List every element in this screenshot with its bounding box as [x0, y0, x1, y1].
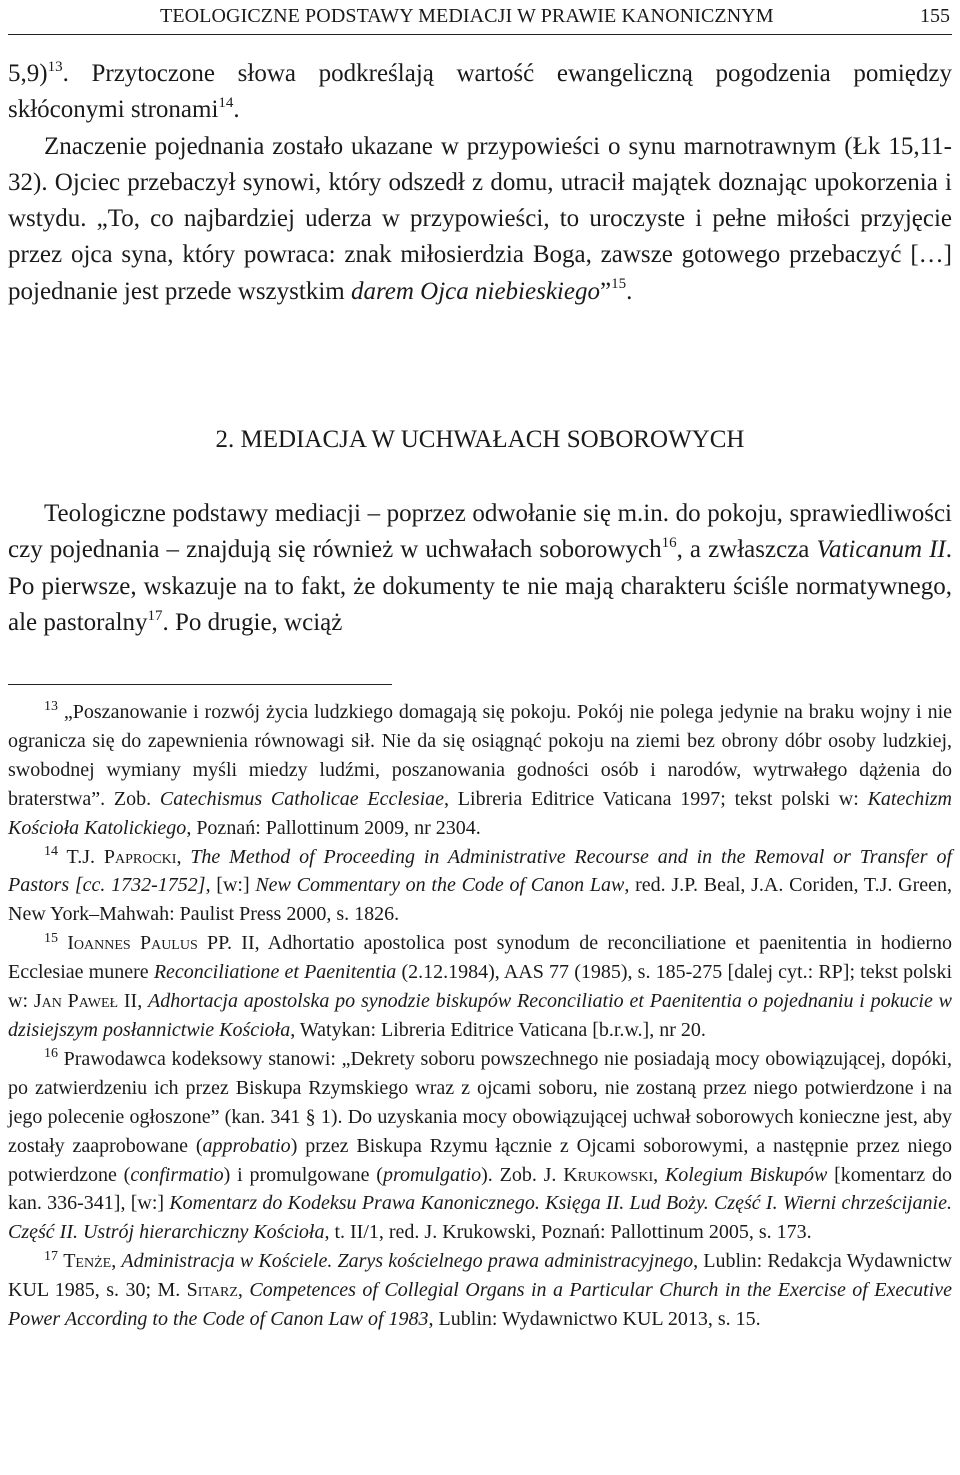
footnote-number: 17 [44, 1248, 58, 1264]
footnote-16: $^{16}$ Prawodawca kodeksowy stanowi: „Dekrety soboru powszechnego nie posiadają mocy obowiązującej, dopóki, po zatwierdzeniu ich przez Biskupa Rzymskiego wraz z ojcami soboru, nie zostaną przez niego potwierdzone i na jego polecenie ogłoszone” (kan. 341 § 1). Do uzyskania mocy obowiązującej uchwał soborowych konieczne jest, aby zostały zaaprobowane (approbatio) przez Biskupa Rzymu łącznie z Ojcami soborowymi, a następnie przez niego potwierdzone (confirmatio) i promulgowane (promulgatio). Zob. J. Krukowski, Kolegium Biskupów [komentarz do kan. 336-341], [w:] Komentarz do Kodeksu Prawa Kanonicznego. Księga II. Lud Boży. Część I. Wierni chrześcijanie. Część II. Ustrój hierarchiczny Kościoła, t. II/1, red. J. Krukowski, Poznań: Pallottinum 2005, s. 173. [8, 1046, 952, 1244]
footnote-13: $^{13}$ „Poszanowanie i rozwój życia ludzkiego domagają się pokoju. Pokój nie polega jedynie na braku wojny i nie ogranicza się do zapewnienia równowagi sił. Nie da się osiągnąć pokoju na ziemi bez obrony dóbr osoby ludzkiej, swobodnej wymiany myśli miedzy ludźmi, poszanowania godności osób i narodów, wytrwałego dążenia do braterstwa”. Zob. Catechismus Catholicae Ecclesiae, Libreria Editrice Vaticana 1997; tekst polski w: Katechizm Kościoła Katolickiego, Poznań: Pallottinum 2009, nr 2304. [8, 699, 952, 839]
footnotes [8, 698, 952, 1334]
running-header [8, 2, 952, 35]
body-text-section-2 [8, 496, 952, 642]
footnote-ref-14[interactable]: 14 [218, 94, 234, 111]
footnote-14: $^{14}$ T.J. Paprocki, The Method of Proceeding in Administrative Recourse and in the Removal or Transfer of Pastors [cc. 1732-1752], [w:] New Commentary on the Code of Canon Law, red. J.P. Beal, J.A. Coriden, T.J. Green, New York–Mahwah: Paulist Press 2000, s. 1826. [8, 843, 953, 926]
footnote-15: $^{15}$ Ioannes Paulus PP. II, Adhortatio apostolica post synodum de reconciliatione et paenitentia in hodierno Ecclesiae munere Reconciliatione et Paenitentia (2.12.1984), AAS 77 (1985), s. 185-275 [dalej cyt.: RP]; tekst polski w: Jan Paweł II, Adhortacja apostolska po synodzie biskupów Reconciliatio et Paenitentia o pojednaniu i pokucie w dzisiejszym posłannictwie Kościoła, Watykan: Libreria Editrice Vaticana [b.r.w.], nr 20. [8, 930, 953, 1041]
body-text [8, 56, 952, 310]
footnote-number: 16 [44, 1046, 58, 1062]
footnote-ref-15[interactable]: 15 [611, 276, 627, 293]
page-number: 155 [920, 5, 950, 27]
footnote-number: 13 [44, 699, 58, 715]
footnote-17: $^{17}$ Tenże, Administracja w Kościele. Zarys kościelnego prawa administracyjnego, Lublin: Redakcja Wydawnictw KUL 1985, s. 30; M. Sitarz, Competences of Collegial Organs in a Particular Church in the Exercise of Executive Power According to the Code of Canon Law of 1983, Lublin: Wydawnictwo KUL 2013, s. 15. [8, 1248, 953, 1331]
footnote-ref-17[interactable]: 17 [147, 607, 163, 624]
section-heading: 2. MEDIACJA W UCHWAŁACH SOBOROWYCH [215, 426, 745, 453]
footnote-number: 15 [44, 930, 58, 946]
paragraph-continuation: 5,9)$^{13}$. Przytoczone słowa podkreślają wartość ewangeliczną pogodzenia pomiędzy skłóconymi stronami$^{14}$. [8, 58, 952, 124]
running-title: TEOLOGICZNE PODSTAWY MEDIACJI W PRAWIE KANONICZNYM [160, 5, 774, 27]
paragraph-council-resolutions: Teologiczne podstawy mediacji – poprzez odwołanie się m.in. do pokoju, sprawiedliwości czy pojednania – znajdują się również w uchwałach soborowych$^{16}$, a zwłaszcza Vaticanum II. Po pierwsze, wskazuje na to fakt, że dokumenty te nie mają charakteru ściśle normatywnego, ale pastoralny$^{17}$. Po drugie, wciąż [8, 500, 952, 637]
footnote-separator [8, 684, 392, 685]
footnote-ref-13[interactable]: 13 [47, 58, 63, 75]
paragraph-prodigal-son: Znaczenie pojednania zostało ukazane w przypowieści o synu marnotrawnym (Łk 15,11-32). Ojciec przebaczył synowi, który odszedł z domu, utracił majątek doznając upokorzenia i wstydu. „To, co najbardziej uderza w przypowieści, to uroczyste i pełne miłości przyjęcie przez ojca syna, który powraca: znak miłosierdzia Boga, zawsze gotowego przebaczyć […] pojednanie jest przede wszystkim darem Ojca niebieskiego”$^{15}$. [8, 132, 952, 305]
footnote-ref-16[interactable]: 16 [661, 534, 677, 551]
footnote-number: 14 [44, 843, 58, 859]
